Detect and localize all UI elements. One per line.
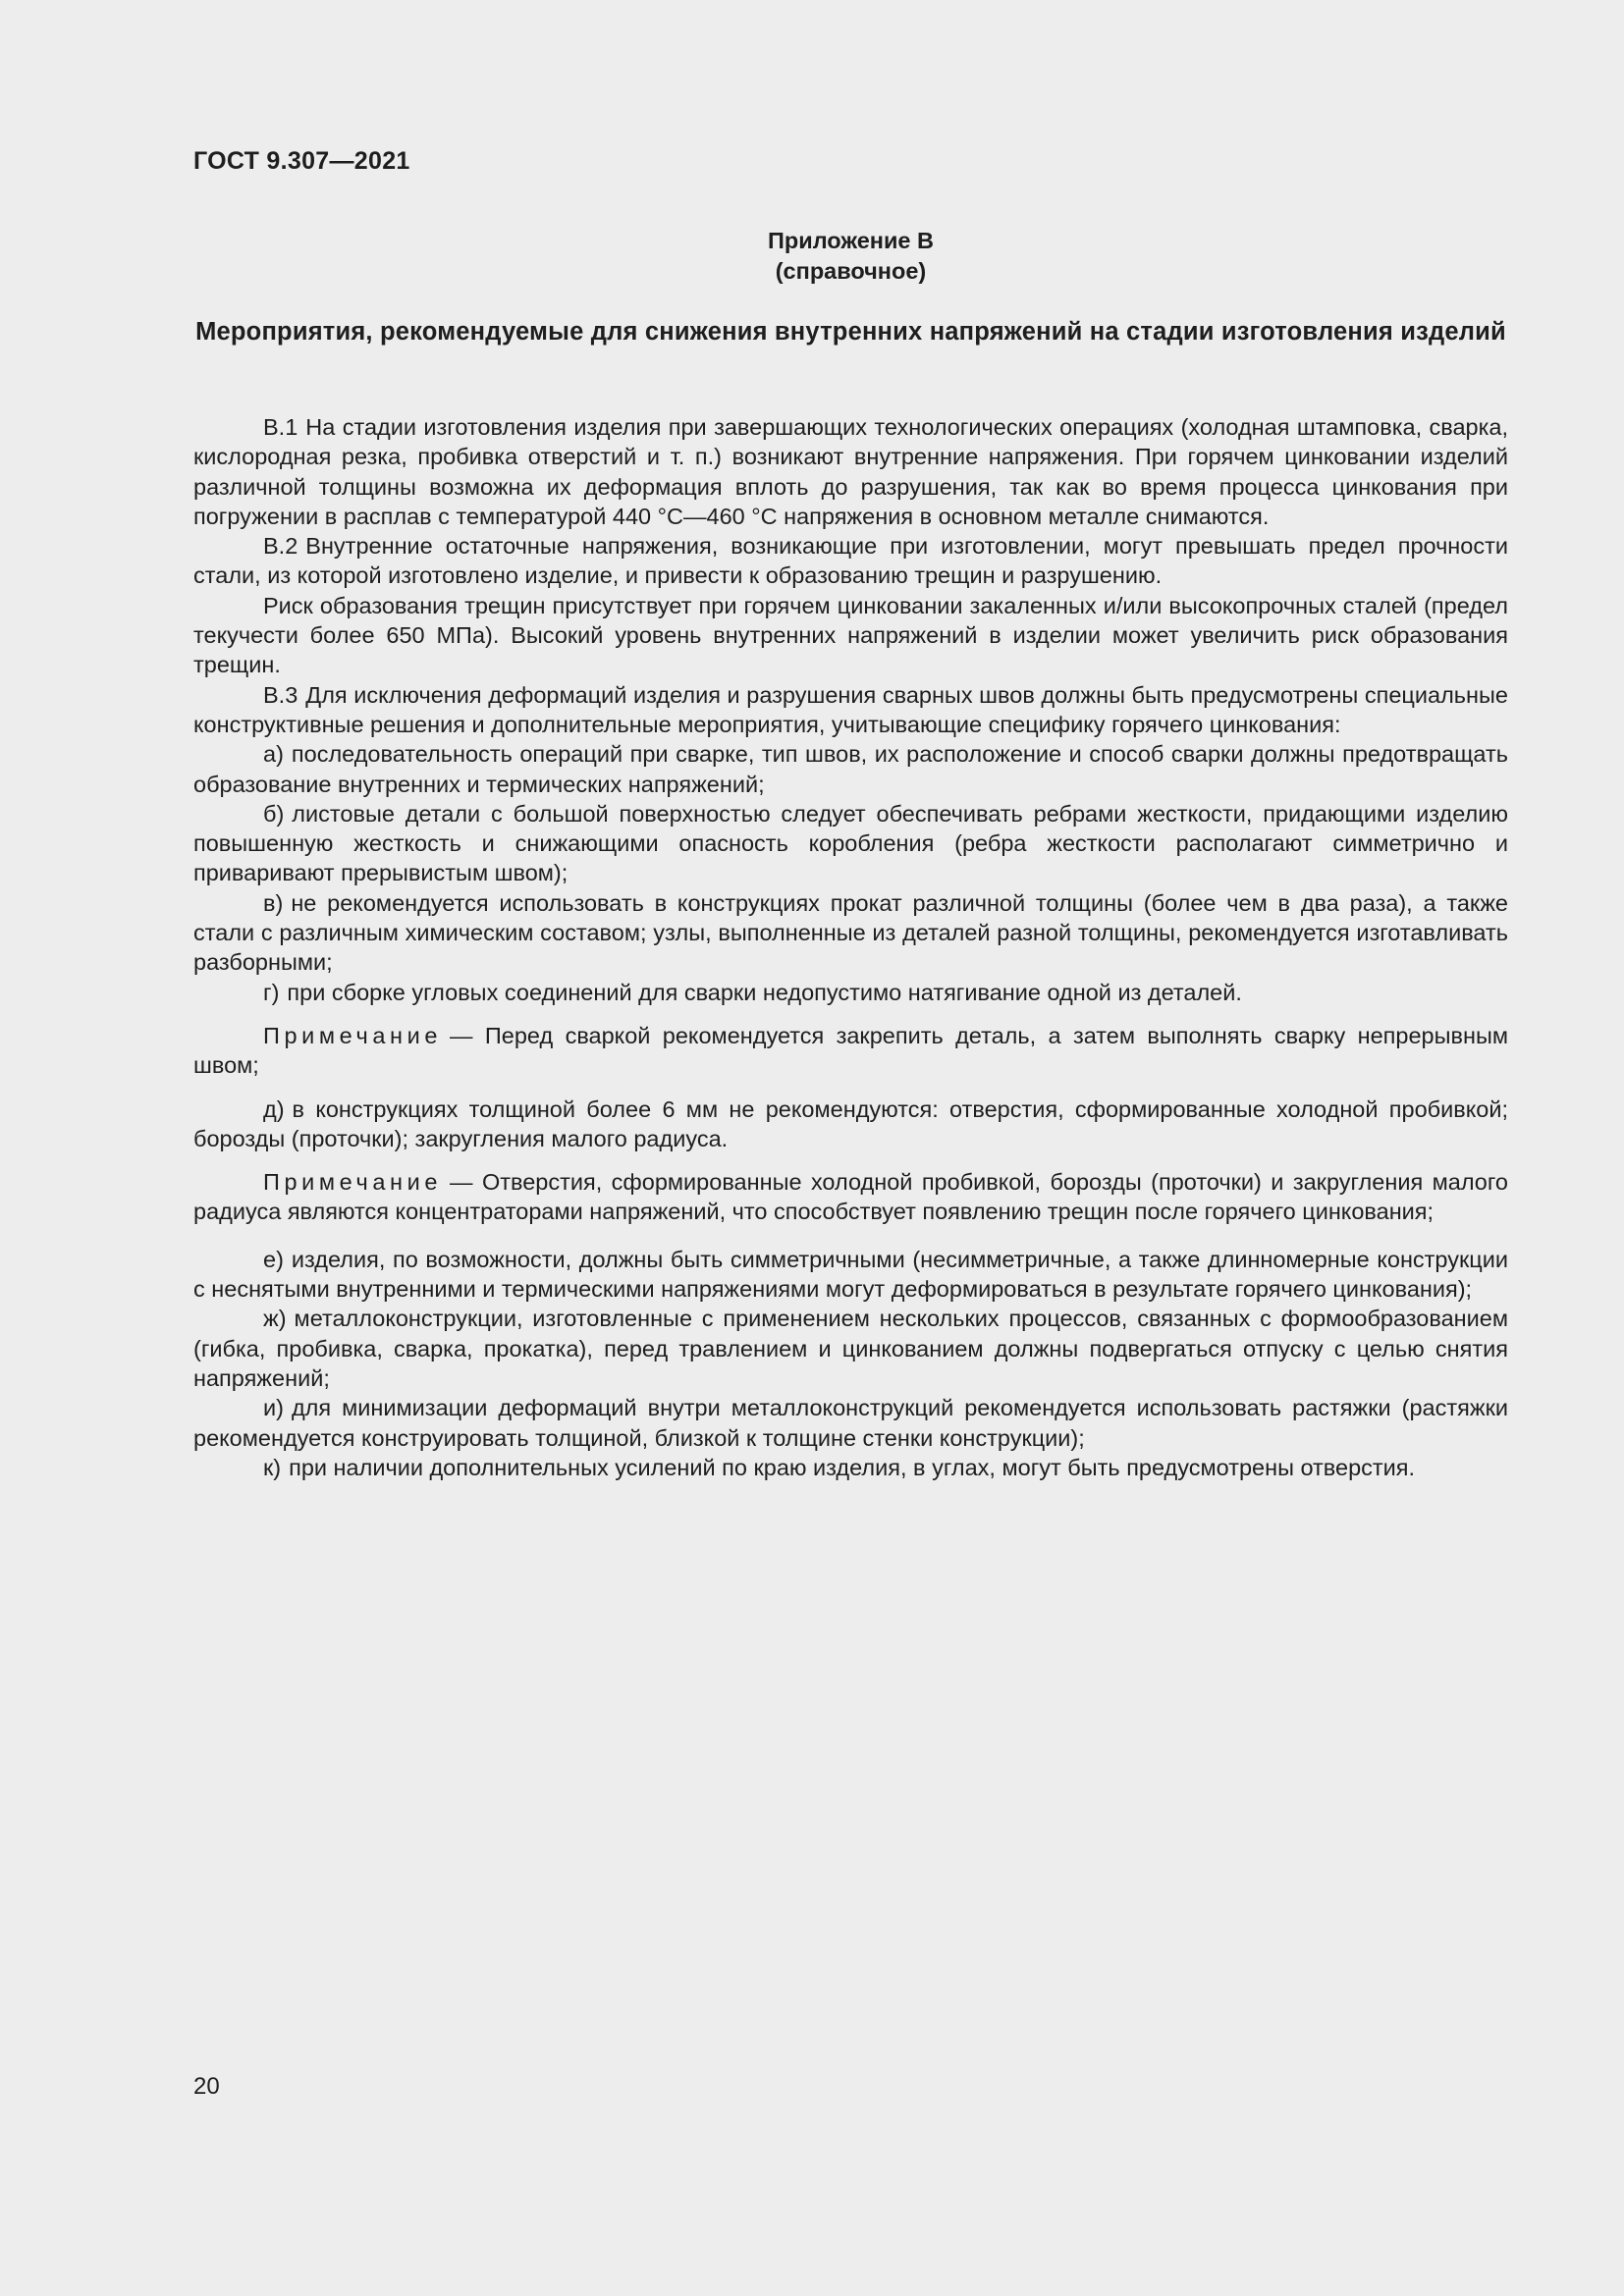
paragraph-text: Риск образования трещин присутствует при горячем цинковании закаленных и/или высокопрочных сталей (предел текучести более 650 МПа). Высокий уровень внутренних напряжений в изделии может увеличить риск образования трещин. — [193, 592, 1508, 678]
list-item-text: изделия, по возможности, должны быть симметричными (несимметричные, а также длинномерные конструкции с неснятыми внутренними и термическими напряжениями могут деформироваться в результате горячего цинкования); — [193, 1246, 1508, 1303]
paragraph-b1 — [193, 412, 1508, 531]
annex-label: Приложение В — [768, 228, 934, 253]
list-item-text: листовые детали с большой поверхностью следует обеспечивать ребрами жесткости, придающими изделию повышенную жесткость и снижающими опасность коробления (ребра жесткости располагают симметрично и приваривают прерывистым швом); — [193, 800, 1508, 886]
list-item-zh — [193, 1304, 1508, 1393]
list-item-d — [193, 1095, 1508, 1154]
note-text: — Отверстия, сформированные холодной пробивкой, борозды (проточки) и закругления малого радиуса являются концентраторами напряжений, что способствует появлению трещин после горячего цинкования; — [193, 1169, 1508, 1225]
list-item-text: в конструкциях толщиной более 6 мм не рекомендуются: отверстия, сформированные холодной пробивкой; борозды (проточки); закругления малого радиуса. — [193, 1095, 1508, 1151]
paragraph-crack-risk — [193, 591, 1508, 680]
paragraph-label: В.2 — [263, 533, 298, 560]
list-item-label: е) — [263, 1246, 284, 1272]
list-item-g — [193, 978, 1508, 1007]
paragraph-b2 — [193, 531, 1508, 591]
note-label: Примечание — [263, 1022, 443, 1048]
list-item-text: последовательность операций при сварке, тип швов, их расположение и способ сварки должны предотвращать образование внутренних и термических напряжений; — [193, 741, 1508, 797]
page-number: 20 — [193, 2073, 220, 2100]
list-item-text: для минимизации деформаций внутри металлоконструкций рекомендуется использовать растяжки (растяжки рекомендуется конструировать толщиной, близкой к толщине стенки конструкции); — [193, 1395, 1508, 1451]
list-item-text: при сборке угловых соединений для сварки недопустимо натягивание одной из деталей. — [287, 979, 1242, 1005]
paragraph-b3 — [193, 680, 1508, 740]
list-item-label: к) — [263, 1454, 282, 1480]
note-text: — Перед сваркой рекомендуется закрепить деталь, а затем выполнять сварку непрерывным швом; — [193, 1022, 1508, 1079]
list-item-label: ж) — [263, 1306, 287, 1332]
paragraph-text: Для исключения деформаций изделия и разрушения сварных швов должны быть предусмотрены специальные конструктивные решения и дополнительные мероприятия, учитывающие специфику горячего цинкования: — [193, 681, 1508, 737]
annex-type: (справочное) — [775, 258, 927, 284]
note-1 — [193, 1021, 1508, 1081]
paragraph-text: На стадии изготовления изделия при завершающих технологических операциях (холодная штамповка, сварка, кислородная резка, пробивка отверстий и т. п.) возникают внутренние напряжения. При горячем цинковании изделий различной толщины возможна их деформация вплоть до разрушения, так как во время процесса цинкования при погружении в расплав с температурой 440 °С—460 °С напряжения в основном металле снимаются. — [193, 414, 1508, 529]
list-item-a — [193, 739, 1508, 799]
list-item-label: а) — [263, 741, 284, 768]
document-code-header: ГОСТ 9.307—2021 — [193, 147, 410, 175]
list-item-label: и) — [263, 1395, 284, 1421]
annex-heading — [193, 226, 1508, 287]
paragraph-text: Внутренние остаточные напряжения, возникающие при изготовлении, могут превышать предел прочности стали, из которой изготовлено изделие, и привести к образованию трещин и разрушению. — [193, 533, 1508, 589]
list-item-label: б) — [263, 800, 285, 827]
list-item-text: при наличии дополнительных усилений по краю изделия, в углах, могут быть предусмотрены отверстия. — [289, 1454, 1416, 1480]
list-item-text: металлоконструкции, изготовленные с применением нескольких процессов, связанных с формообразованием (гибка, пробивка, сварка, прокатка), перед травлением и цинкованием должны подвергаться отпуску с целью снятия напряжений; — [193, 1306, 1508, 1391]
list-item-i — [193, 1393, 1508, 1453]
list-item-label: в) — [263, 889, 284, 916]
note-label: Примечание — [263, 1169, 443, 1196]
paragraph-label: В.1 — [263, 414, 298, 440]
list-item-k — [193, 1453, 1508, 1482]
list-item-e — [193, 1245, 1508, 1305]
list-item-b — [193, 799, 1508, 888]
annex-body — [193, 412, 1508, 1482]
list-item-v — [193, 888, 1508, 978]
list-item-label: д) — [263, 1095, 285, 1122]
paragraph-label: В.3 — [263, 681, 298, 708]
list-item-label: г) — [263, 979, 280, 1005]
list-item-text: не рекомендуется использовать в конструкциях прокат различной толщины (более чем в два раза), а также стали с различным химическим составом; узлы, выполненные из деталей разной толщины, рекомендуется изготавливать разборными; — [193, 889, 1508, 976]
annex-title: Мероприятия, рекомендуемые для снижения внутренних напряжений на стадии изготовления изделий — [195, 318, 1506, 346]
note-2 — [193, 1167, 1508, 1227]
